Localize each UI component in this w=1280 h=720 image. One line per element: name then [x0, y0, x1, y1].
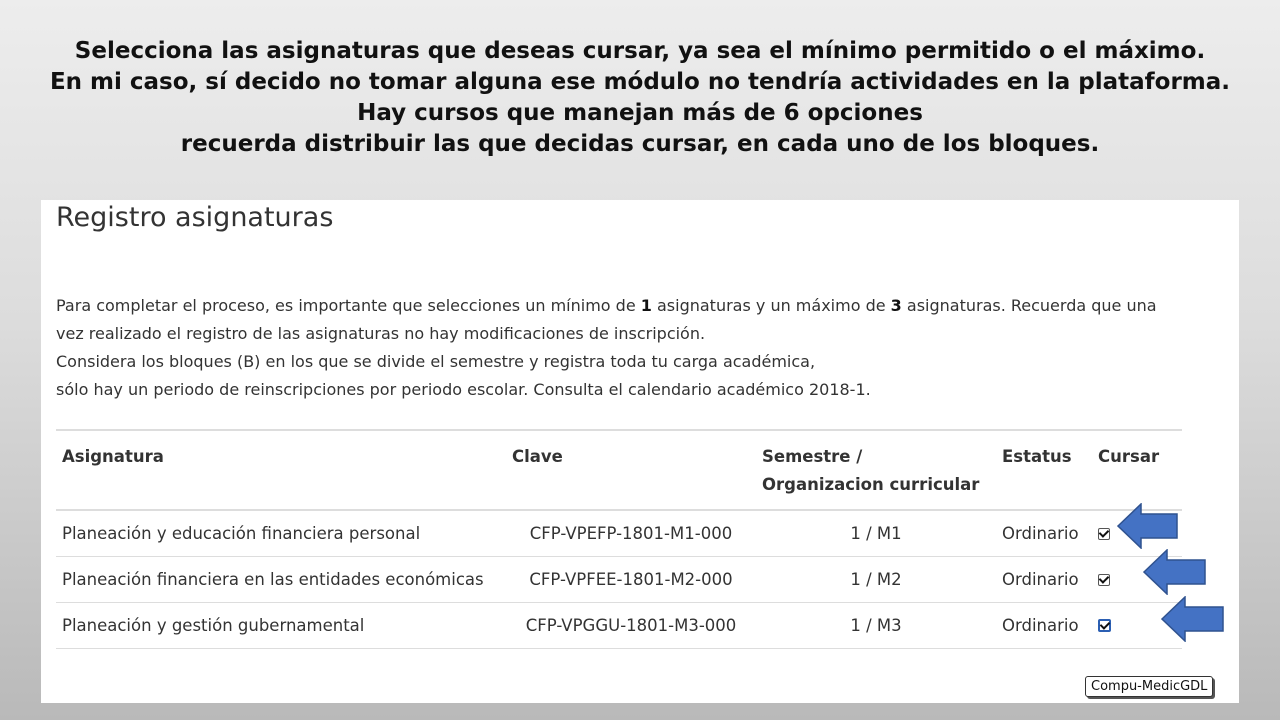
header-clave: Clave — [506, 430, 756, 510]
intro-text-part: asignaturas. Recuerda que una — [901, 296, 1157, 315]
caption-line-2: En mi caso, sí decido no tomar alguna ese módulo no tendría actividades en la plataforma. — [49, 69, 1231, 95]
cell-clave: CFP-VPEFP-1801-M1-000 — [506, 510, 756, 557]
intro-line-1 — [56, 292, 1196, 320]
header-asignatura: Asignatura — [56, 430, 506, 510]
caption-line-1: Selecciona las asignaturas que deseas cursar, ya sea el mínimo permitido o el máximo. — [74, 38, 1206, 64]
header-semestre-line-2: Organizacion curricular — [762, 475, 980, 494]
table-row — [56, 603, 1182, 649]
caption-line-3: Hay cursos que manejan más de 6 opciones — [357, 100, 923, 126]
header-semestre — [756, 430, 996, 510]
cell-estatus: Ordinario — [996, 603, 1092, 649]
registration-screenshot — [41, 200, 1239, 703]
cell-semestre: 1 / M3 — [756, 603, 996, 649]
table-row — [56, 510, 1182, 557]
intro-text — [56, 292, 1196, 404]
arrow-left-icon — [1143, 549, 1207, 595]
cell-semestre: 1 / M1 — [756, 510, 996, 557]
min-count: 1 — [640, 296, 652, 315]
cell-semestre: 1 / M2 — [756, 557, 996, 603]
header-semestre-line-1: Semestre / — [762, 447, 863, 466]
watermark-label: Compu-MedicGDL — [1085, 676, 1213, 697]
cell-estatus: Ordinario — [996, 510, 1092, 557]
arrow-left-icon — [1161, 596, 1225, 642]
cell-clave: CFP-VPGGU-1801-M3-000 — [506, 603, 756, 649]
max-count: 3 — [890, 296, 902, 315]
header-estatus: Estatus — [996, 430, 1092, 510]
intro-line-2: vez realizado el registro de las asignaturas no hay modificaciones de inscripción. — [56, 324, 706, 343]
arrow-left-icon — [1117, 503, 1179, 549]
page-title: Registro asignaturas — [56, 202, 334, 233]
intro-line-4: sólo hay un periodo de reinscripciones por periodo escolar. Consulta el calendario académico 2018-1. — [56, 380, 871, 399]
cell-asignatura: Planeación y educación financiera personal — [56, 510, 506, 557]
intro-text-part: Para completar el proceso, es importante que selecciones un mínimo de — [56, 296, 641, 315]
caption-line-4: recuerda distribuir las que decidas cursar, en cada uno de los bloques. — [180, 131, 1100, 157]
table-row — [56, 557, 1182, 603]
header-cursar: Cursar — [1092, 430, 1182, 510]
cell-asignatura: Planeación financiera en las entidades económicas — [56, 557, 506, 603]
intro-text-part: asignaturas y un máximo de — [651, 296, 891, 315]
intro-line-3: Considera los bloques (B) en los que se divide el semestre y registra toda tu carga académica, — [56, 352, 816, 371]
subjects-table — [56, 429, 1182, 649]
cell-asignatura: Planeación y gestión gubernamental — [56, 603, 506, 649]
cursar-checkbox[interactable] — [1098, 619, 1111, 632]
cell-estatus: Ordinario — [996, 557, 1092, 603]
slide-caption — [0, 36, 1280, 160]
cell-clave: CFP-VPFEE-1801-M2-000 — [506, 557, 756, 603]
cursar-checkbox[interactable] — [1098, 574, 1110, 586]
table-header-row — [56, 430, 1182, 510]
cursar-checkbox[interactable] — [1098, 528, 1110, 540]
